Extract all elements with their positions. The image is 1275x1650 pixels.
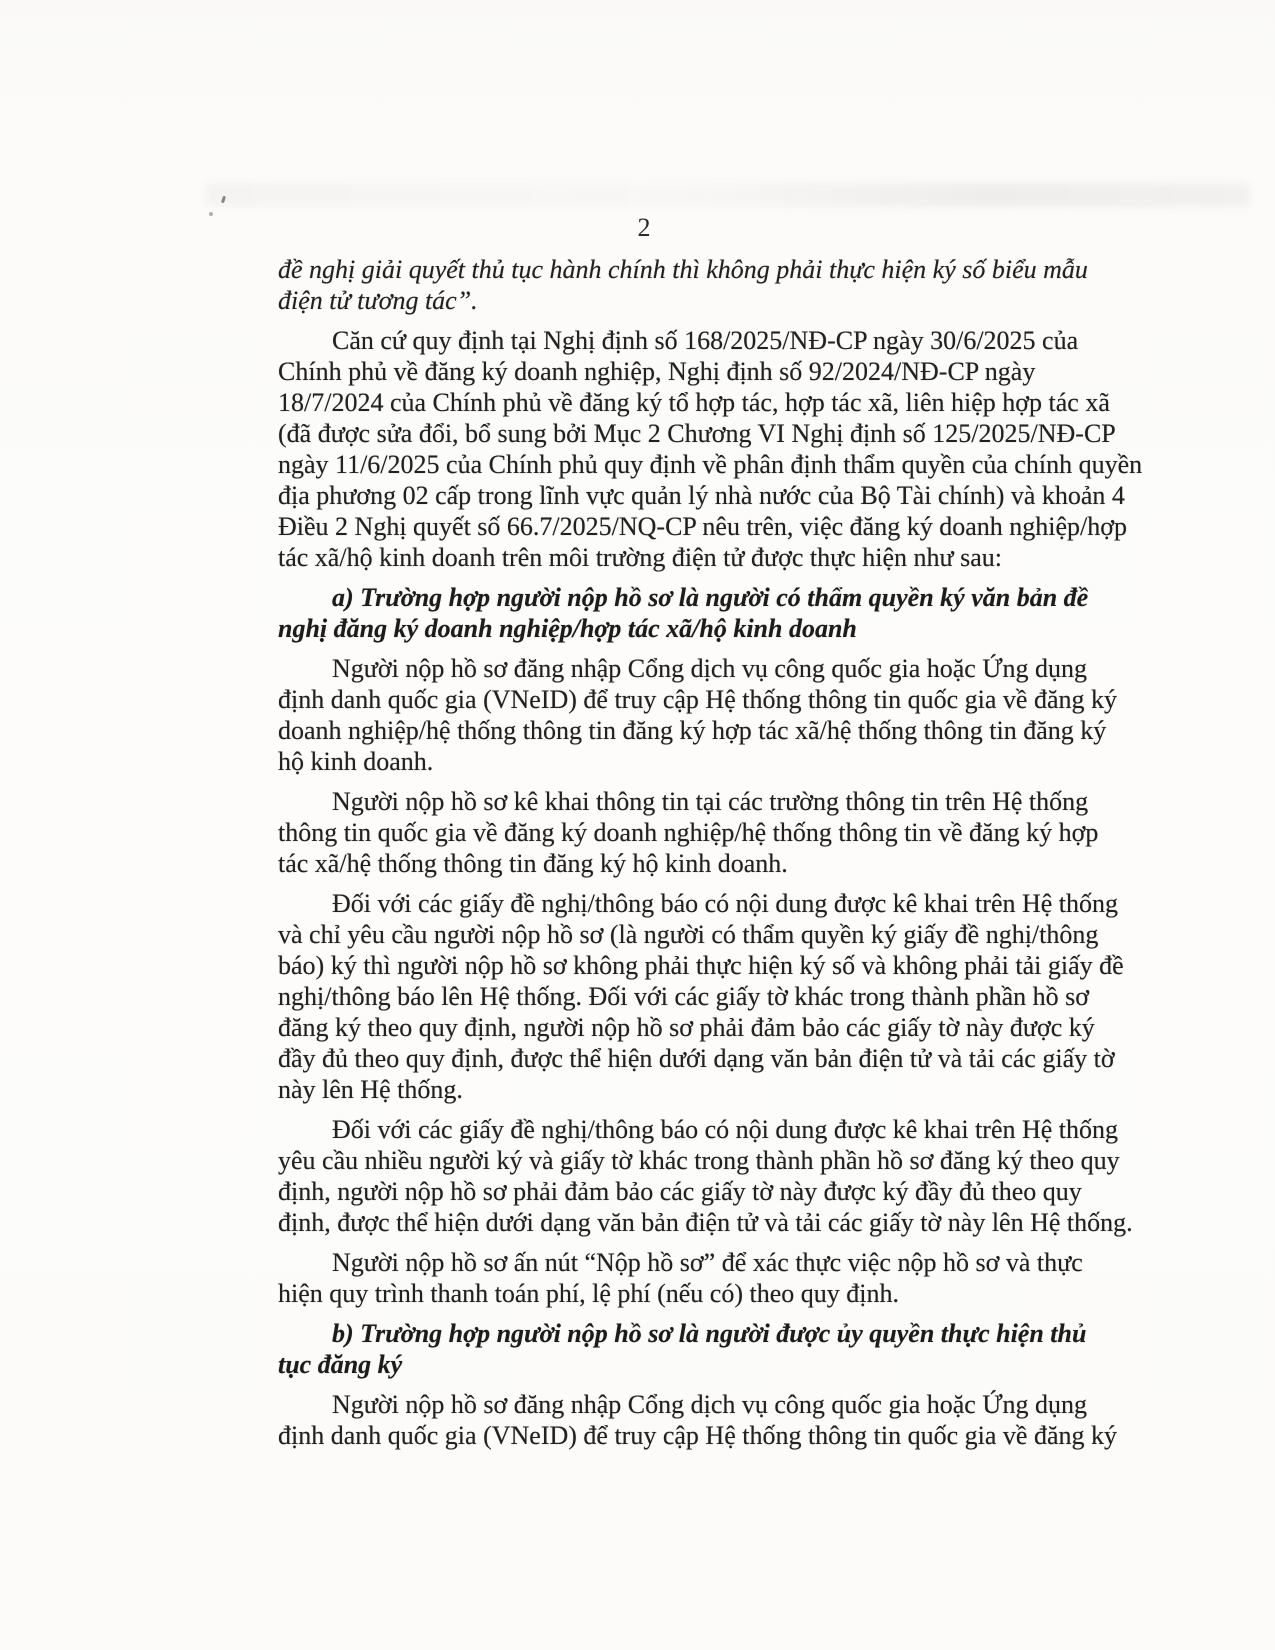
text-line: tục đăng ký xyxy=(278,1350,403,1379)
text-line: Chính phủ về đăng ký doanh nghiệp, Nghị định số 92/2024/NĐ-CP ngày xyxy=(278,357,1036,386)
text-line: doanh nghiệp/hệ thống thông tin đăng ký hợp tác xã/hệ thống thông tin đăng ký xyxy=(278,716,1107,745)
text-line: Người nộp hồ sơ đăng nhập Cổng dịch vụ công quốc gia hoặc Ứng dụng xyxy=(332,654,1087,683)
text-line: Đối với các giấy đề nghị/thông báo có nội dung được kê khai trên Hệ thống xyxy=(332,889,1119,918)
text-line: và chỉ yêu cầu người nộp hồ sơ (là người có thẩm quyền ký giấy đề nghị/thông xyxy=(278,920,1099,949)
paragraph xyxy=(278,786,1099,879)
paragraph xyxy=(278,325,1143,573)
document-body xyxy=(278,254,1143,1460)
text-line: định danh quốc gia (VNeID) để truy cập Hệ thống thông tin quốc gia về đăng ký xyxy=(278,1421,1118,1450)
paragraph xyxy=(278,653,1118,777)
text-line: yêu cầu nhiều người ký và giấy tờ khác trong thành phần hồ sơ đăng ký theo quy xyxy=(278,1146,1120,1175)
text-line: thông tin quốc gia về đăng ký doanh nghiệp/hệ thống thông tin về đăng ký hợp xyxy=(278,818,1099,847)
text-line: ngày 11/6/2025 của Chính phủ quy định về phân định thẩm quyền của chính quyền xyxy=(278,450,1143,479)
text-line: Người nộp hồ sơ đăng nhập Cổng dịch vụ công quốc gia hoặc Ứng dụng xyxy=(332,1390,1087,1419)
text-line: địa phương 02 cấp trong lĩnh vực quản lý nhà nước của Bộ Tài chính) và khoản 4 xyxy=(278,481,1125,510)
text-line: Điều 2 Nghị quyết số 66.7/2025/NQ-CP nêu trên, việc đăng ký doanh nghiệp/hợp xyxy=(278,512,1127,541)
text-line: đăng ký theo quy định, người nộp hồ sơ phải đảm bảo các giấy tờ này được ký xyxy=(278,1013,1095,1042)
text-line: b) Trường hợp người nộp hồ sơ là người được ủy quyền thực hiện thủ xyxy=(332,1319,1087,1348)
text-line: này lên Hệ thống. xyxy=(278,1075,463,1104)
text-line: tác xã/hộ kinh doanh trên môi trường điện tử được thực hiện như sau: xyxy=(278,543,1002,572)
text-line: định, người nộp hồ sơ phải đảm bảo các giấy tờ này được ký đầy đủ theo quy xyxy=(278,1177,1082,1206)
text-line: đề nghị giải quyết thủ tục hành chính thì không phải thực hiện ký số biểu mẫu xyxy=(278,255,1088,284)
section-heading xyxy=(278,582,1089,644)
text-line: định, được thể hiện dưới dạng văn bản điện tử và tải các giấy tờ này lên Hệ thống. xyxy=(278,1208,1133,1237)
paragraph xyxy=(278,1247,1083,1309)
text-line: 18/7/2024 của Chính phủ về đăng ký tổ hợp tác, hợp tác xã, liên hiệp hợp tác xã xyxy=(278,388,1110,417)
paragraph xyxy=(278,254,1088,316)
paragraph xyxy=(278,888,1124,1105)
text-line: (đã được sửa đổi, bổ sung bởi Mục 2 Chương VI Nghị định số 125/2025/NĐ-CP xyxy=(278,419,1116,448)
text-line: nghị đăng ký doanh nghiệp/hợp tác xã/hộ kinh doanh xyxy=(278,614,857,643)
text-line: tác xã/hệ thống thông tin đăng ký hộ kinh doanh. xyxy=(278,849,788,878)
text-line: hiện quy trình thanh toán phí, lệ phí (nếu có) theo quy định. xyxy=(278,1279,899,1308)
scan-artifact-band xyxy=(205,183,1250,207)
text-line: Người nộp hồ sơ ấn nút “Nộp hồ sơ” để xác thực việc nộp hồ sơ và thực xyxy=(332,1248,1083,1277)
text-line: a) Trường hợp người nộp hồ sơ là người có thẩm quyền ký văn bản đề xyxy=(332,583,1089,612)
text-line: nghị/thông báo lên Hệ thống. Đối với các giấy tờ khác trong thành phần hồ sơ xyxy=(278,982,1089,1011)
text-line: hộ kinh doanh. xyxy=(278,747,434,776)
paragraph xyxy=(278,1389,1118,1451)
text-line: báo) ký thì người nộp hồ sơ không phải thực hiện ký số và không phải tải giấy đề xyxy=(278,951,1124,980)
text-line: định danh quốc gia (VNeID) để truy cập Hệ thống thông tin quốc gia về đăng ký xyxy=(278,685,1118,714)
text-line: đầy đủ theo quy định, được thể hiện dưới dạng văn bản điện tử và tải các giấy tờ xyxy=(278,1044,1115,1073)
text-line: Đối với các giấy đề nghị/thông báo có nội dung được kê khai trên Hệ thống xyxy=(332,1115,1119,1144)
text-line: Căn cứ quy định tại Nghị định số 168/2025/NĐ-CP ngày 30/6/2025 của xyxy=(332,326,1079,355)
section-heading xyxy=(278,1318,1087,1380)
text-line: Người nộp hồ sơ kê khai thông tin tại các trường thông tin trên Hệ thống xyxy=(332,787,1089,816)
paragraph xyxy=(278,1114,1133,1238)
text-line: điện tử tương tác”. xyxy=(278,286,478,315)
page-number: 2 xyxy=(637,213,651,242)
scan-speck xyxy=(209,212,213,216)
